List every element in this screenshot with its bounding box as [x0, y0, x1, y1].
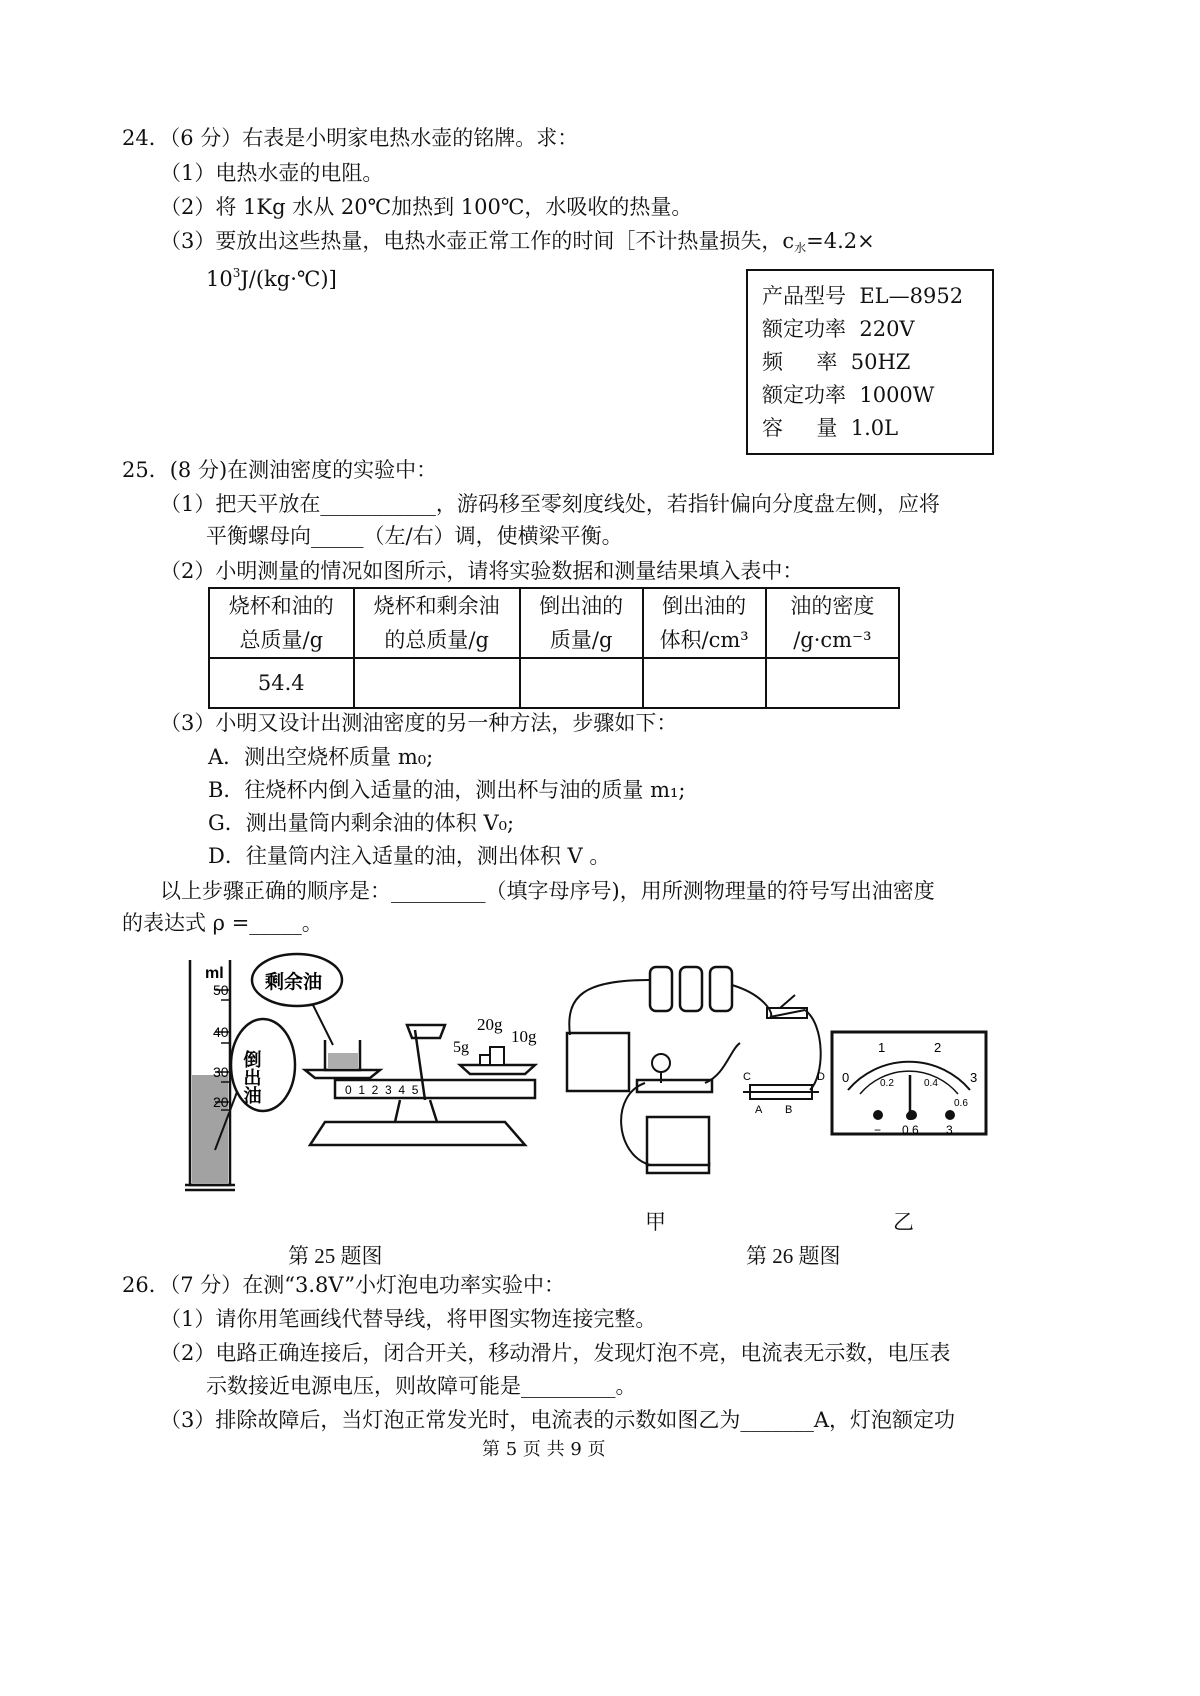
cylinder-tick: 40: [213, 1024, 229, 1040]
figure-26-circuit: [555, 955, 830, 1180]
nameplate-row: 频 率 50HZ: [762, 350, 911, 374]
cylinder-tick: 20: [213, 1094, 229, 1110]
q26-heading: 26．（7 分）在测“3.8V”小灯泡电功率实验中：: [122, 1273, 566, 1297]
meter-top-label: 2: [934, 1040, 942, 1055]
terminal-label: 0.6: [902, 1123, 919, 1137]
q26-part1: （1）请你用笔画线代替导线，将甲图实物连接完整。: [160, 1307, 657, 1331]
caption-fig25: 第 25 题图: [288, 1244, 383, 1268]
nameplate-row: 额定功率 220V: [762, 317, 915, 341]
table-header: 倒出油的 质量/g: [520, 588, 643, 658]
q26-part3: （3）排除故障后，当灯泡正常发光时，电流表的示数如图乙为_______A，灯泡额定功: [160, 1408, 956, 1432]
meter-bottom-label: 0.2: [880, 1078, 894, 1089]
terminal-label: 3: [946, 1123, 953, 1137]
q25-part3: （3）小明又设计出测油密度的另一种方法，步骤如下：: [160, 711, 678, 735]
q24-part3-tail: =4.2×: [806, 229, 875, 253]
rheostat-b: B: [785, 1104, 793, 1116]
cylinder-unit: ml: [205, 965, 224, 982]
rheostat-c: C: [743, 1071, 751, 1083]
meter-bottom-label: 0.4: [924, 1078, 938, 1089]
step-a: A．测出空烧杯质量 m₀;: [208, 745, 434, 769]
table-header: 烧杯和剩余油 的总质量/g: [354, 588, 520, 658]
q24-part3-cont: [206, 258, 337, 294]
table-cell[interactable]: [766, 658, 899, 708]
meter-top-label: 3: [970, 1070, 978, 1085]
table-cell[interactable]: [520, 658, 643, 708]
figure-26-ammeter: [830, 1030, 988, 1138]
page-footer: 第 5 页 共 9 页: [482, 1439, 606, 1460]
q25-heading: 25．(8 分)在测油密度的实验中：: [122, 458, 438, 482]
terminal-label: −: [874, 1123, 882, 1137]
nameplate-box: [746, 269, 994, 455]
label-yi: 乙: [893, 1210, 914, 1234]
q25-part1: （1）把天平放在___________，游码移至零刻度线处，若指针偏向分度盘左侧，应将: [160, 492, 940, 516]
table-cell[interactable]: 54.4: [209, 658, 354, 708]
cylinder-tick: 30: [213, 1064, 229, 1080]
q24-part3-sup: 3: [232, 266, 241, 280]
nameplate-row: 容 量 1.0L: [762, 416, 899, 440]
q25-part2: （2）小明测量的情况如图所示，请将实验数据和测量结果填入表中：: [160, 559, 804, 583]
q25-part1-cont: 平衡螺母向_____（左/右）调，使横梁平衡。: [206, 524, 623, 548]
q25-expression: 的表达式 ρ =_____。: [122, 911, 323, 935]
q24-part3-base: 10: [206, 267, 233, 291]
cylinder-tick: 50: [213, 982, 229, 998]
q24-part3-sub: 水: [794, 241, 807, 255]
table-cell[interactable]: [354, 658, 520, 708]
q26-part2-cont: 示数接近电源电压，则故障可能是_________。: [206, 1374, 637, 1398]
meter-bottom-label: 0.6: [954, 1098, 968, 1109]
table-cell[interactable]: [643, 658, 766, 708]
q24-part1: （1）电热水壶的电阻。: [160, 161, 384, 185]
meter-top-label: 0: [842, 1070, 850, 1085]
weight-5g: 5g: [453, 1039, 469, 1056]
q26-part2: （2）电路正确连接后，闭合开关，移动滑片，发现灯泡不亮，电流表无示数，电压表: [160, 1341, 951, 1365]
meter-top-label: 1: [878, 1040, 886, 1055]
q25-order: 以上步骤正确的顺序是：_________（填字母序号)，用所测物理量的符号写出油密度: [160, 879, 935, 903]
nameplate-row: 产品型号 EL—8952: [762, 284, 964, 308]
table-header: 烧杯和油的 总质量/g: [209, 588, 354, 658]
nameplate-row: 额定功率 1000W: [762, 383, 935, 407]
q24-heading: 24．（6 分）右表是小明家电热水壶的铭牌。求：: [122, 126, 579, 150]
q24-part3-text: （3）要放出这些热量，电热水壶正常工作的时间［不计热量损失，c: [160, 229, 795, 253]
data-table: [208, 587, 900, 709]
step-d: D．往量筒内注入适量的油，测出体积 V 。: [208, 844, 611, 868]
step-b: B．往烧杯内倒入适量的油，测出杯与油的质量 m₁;: [208, 778, 686, 802]
figure-25: [185, 950, 555, 1195]
bubble-remaining-oil: 剩余油: [265, 971, 323, 993]
q24-part2: （2）将 1Kg 水从 20℃加热到 100℃，水吸收的热量。: [160, 195, 693, 219]
table-header: 倒出油的 体积/cm³: [643, 588, 766, 658]
caption-fig26: 第 26 题图: [746, 1244, 841, 1268]
beam-scale: 0 1 2 3 4 5: [345, 1083, 419, 1097]
step-g: G．测出量筒内剩余油的体积 V₀;: [208, 811, 515, 835]
weight-10g: 10g: [511, 1027, 537, 1046]
label-jia: 甲: [645, 1210, 666, 1234]
rheostat-d: D: [817, 1071, 825, 1083]
weight-20g: 20g: [477, 1015, 503, 1034]
rheostat-a: A: [755, 1104, 763, 1116]
table-header: 油的密度 /g·cm⁻³: [766, 588, 899, 658]
q24-part3-unit: J/(kg·℃)]: [240, 267, 337, 291]
bubble-poured-oil: 倒出油: [240, 1050, 262, 1104]
